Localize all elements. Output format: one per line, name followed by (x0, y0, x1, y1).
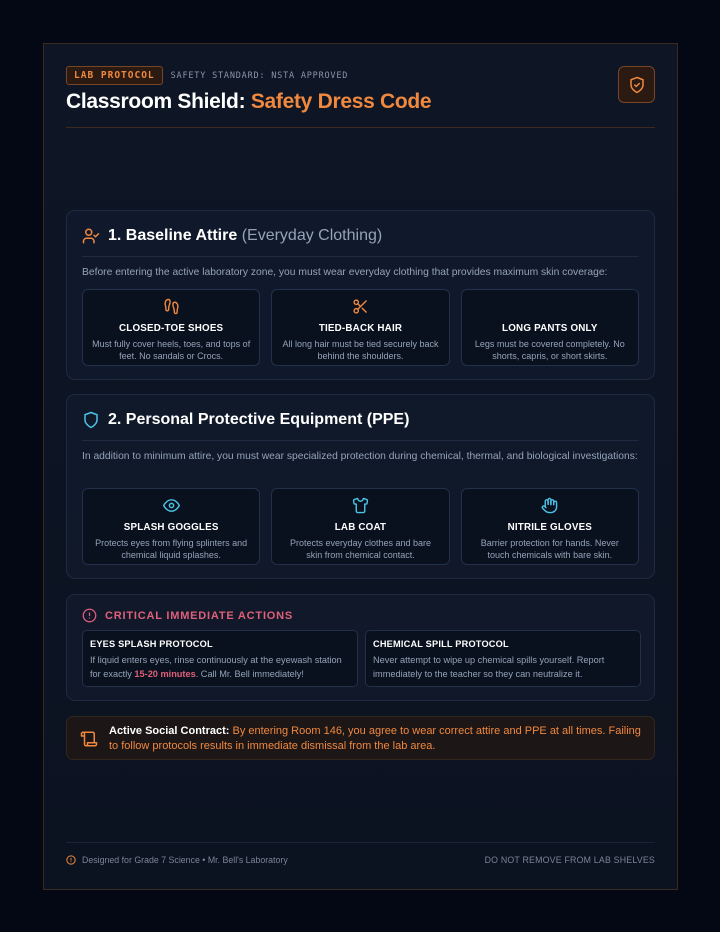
eyes-text-after: . Call Mr. Bell immediately! (195, 669, 304, 679)
tile-desc: Protects everyday clothes and bare skin from chemical contact. (289, 538, 432, 560)
footprints-icon (163, 298, 180, 315)
header-divider (66, 127, 655, 128)
eyes-splash-protocol (82, 630, 358, 687)
contract-label: Active Social Contract: (109, 725, 230, 737)
tile-splash-goggles (82, 488, 260, 565)
scissors-icon (352, 298, 369, 315)
shield-badge (618, 66, 655, 103)
shield-check-icon (628, 76, 646, 94)
user-check-icon (82, 227, 100, 245)
footer-divider (66, 842, 655, 843)
tile-title: LAB COAT (334, 522, 387, 533)
ppe-divider (82, 440, 639, 441)
shirt-icon (352, 497, 369, 514)
title-main: Classroom Shield: (66, 90, 251, 113)
baseline-title-text: 1. Baseline Attire (108, 227, 238, 244)
ppe-card (66, 394, 655, 579)
chemical-spill-protocol (365, 630, 641, 687)
ppe-tiles (82, 488, 639, 565)
ppe-intro: In addition to minimum attire, you must wear specialized protection during chemical, thermal, and biological investigations: (82, 451, 638, 462)
critical-actions-card (66, 594, 655, 701)
baseline-title (108, 227, 382, 245)
shield-icon (82, 411, 100, 429)
eyes-protocol-text (90, 653, 350, 681)
title-accent: Safety Dress Code (250, 90, 432, 113)
critical-title: CRITICAL IMMEDIATE ACTIONS (105, 609, 294, 622)
tile-title: CLOSED-TOE SHOES (119, 323, 224, 334)
tile-desc: Protects eyes from flying splinters and chemical liquid splashes. (95, 538, 248, 560)
social-contract (66, 716, 655, 760)
alert-circle-icon (82, 608, 97, 623)
tile-title: NITRILE GLOVES (507, 522, 593, 533)
scroll-icon (80, 730, 98, 748)
baseline-subtitle: (Everyday Clothing) (241, 227, 383, 244)
eyes-text-before: If liquid enters eyes, rinse continuously at the eyewash station for exactly (90, 655, 342, 679)
spill-protocol-text: Never attempt to wipe up chemical spills yourself. Report immediately to the teacher so they can neutralize it. (373, 655, 605, 679)
info-circle-icon (66, 855, 76, 865)
spill-protocol-title: CHEMICAL SPILL PROTOCOL (373, 639, 509, 649)
tile-nitrile-gloves (461, 488, 639, 565)
header-meta (66, 66, 348, 85)
footer-left-text: Designed for Grade 7 Science • Mr. Bell's Laboratory (82, 855, 288, 865)
footer-credit (66, 855, 288, 865)
tile-title: SPLASH GOGGLES (123, 522, 219, 533)
footer-notice: DO NOT REMOVE FROM LAB SHELVES (484, 855, 655, 865)
ppe-title: 2. Personal Protective Equipment (PPE) (108, 411, 410, 428)
baseline-tiles (82, 289, 639, 366)
lab-protocol-tag: LAB PROTOCOL (66, 66, 163, 85)
tile-desc: Legs must be covered completely. No shorts, capris, or short skirts. (474, 339, 625, 361)
eyes-protocol-title: EYES SPLASH PROTOCOL (90, 639, 213, 649)
tile-desc: Must fully cover heels, toes, and tops of feet. No sandals or Crocs. (92, 339, 251, 361)
page-title (66, 90, 431, 114)
contract-text (109, 724, 644, 754)
tile-title: LONG PANTS ONLY (502, 323, 598, 334)
eyes-duration-highlight: 15-20 minutes (134, 669, 196, 679)
baseline-divider (82, 256, 639, 257)
contract-body: By entering Room 146, you agree to wear correct attire and PPE at all times. Failing to follow protocols results in immediate dismissal from the lab area. (109, 725, 641, 752)
hand-icon (541, 497, 558, 514)
eye-icon (163, 497, 180, 514)
tile-long-pants (461, 289, 639, 366)
baseline-attire-card (66, 210, 655, 380)
baseline-intro: Before entering the active laboratory zone, you must wear everyday clothing that provides maximum skin coverage: (82, 267, 608, 278)
safety-poster (43, 43, 678, 890)
tile-desc: All long hair must be tied securely back behind the shoulders. (282, 339, 439, 361)
safety-standard-label: SAFETY STANDARD: NSTA APPROVED (170, 70, 349, 81)
tile-title: TIED-BACK HAIR (318, 323, 403, 334)
tile-tied-back-hair (271, 289, 449, 366)
tile-closed-toe-shoes (82, 289, 260, 366)
tile-desc: Barrier protection for hands. Never touch chemicals with bare skin. (480, 538, 619, 560)
tile-lab-coat (271, 488, 449, 565)
